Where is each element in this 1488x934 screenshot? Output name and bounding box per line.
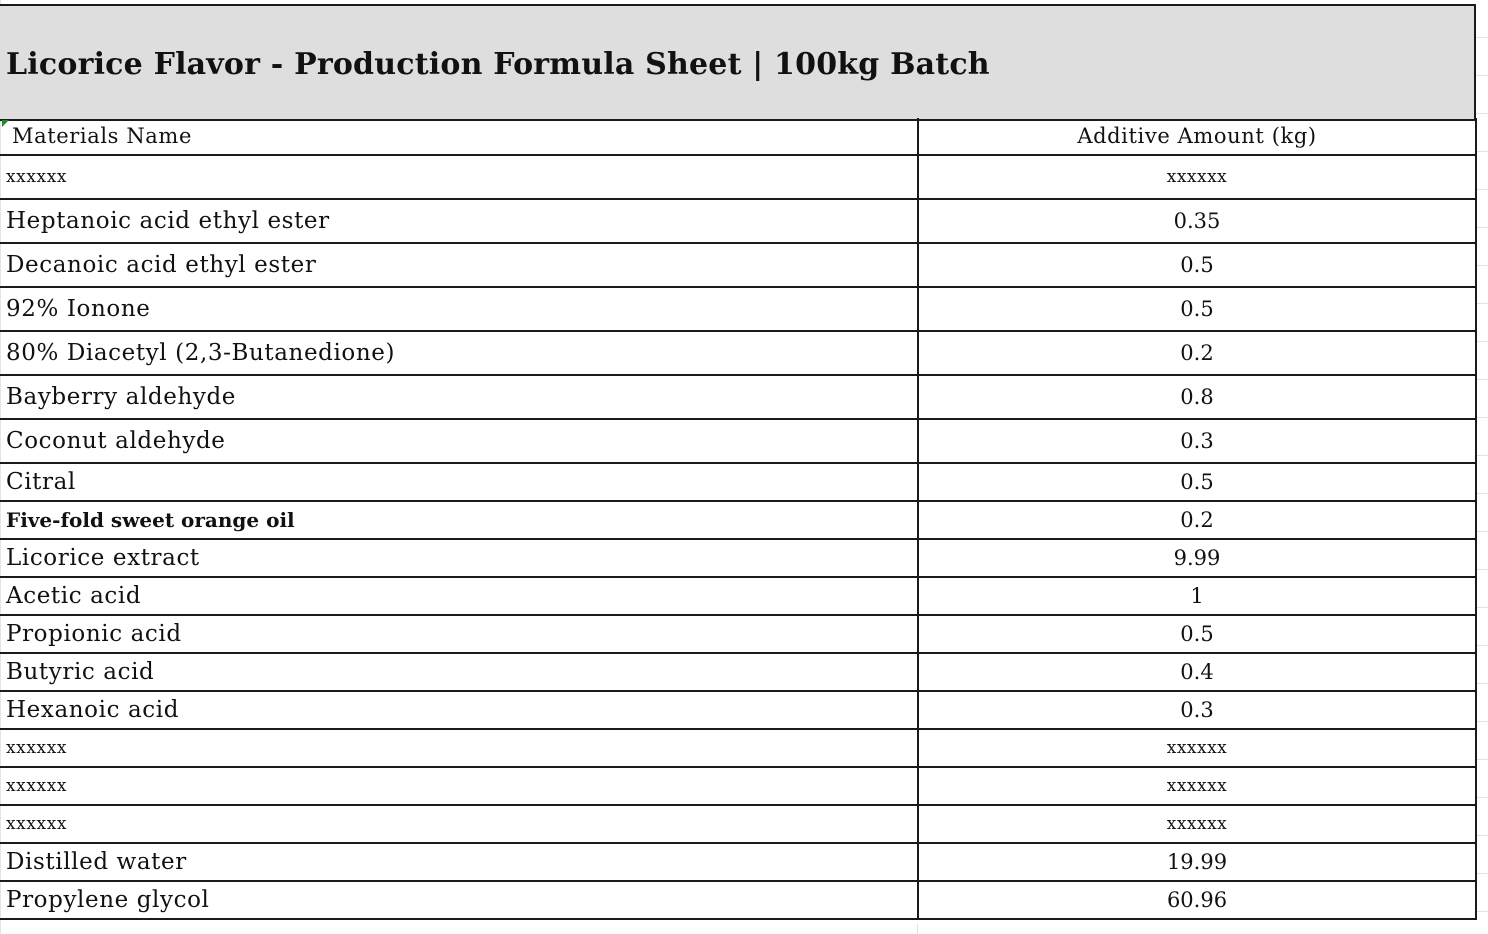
table-row [0, 577, 1476, 615]
material-name-cell[interactable]: xxxxxx [0, 155, 918, 199]
material-name-cell[interactable]: Propionic acid [0, 615, 918, 653]
table-row [0, 843, 1476, 881]
material-name-cell[interactable]: 80% Diacetyl (2,3-Butanedione) [0, 331, 918, 375]
amount-cell[interactable]: xxxxxx [918, 155, 1476, 199]
cell-comment-indicator [2, 120, 9, 127]
header-row [0, 118, 1476, 155]
sheet-title: Licorice Flavor - Production Formula Sheet | 100kg Batch [6, 47, 990, 82]
material-name-cell[interactable]: Butyric acid [0, 653, 918, 691]
empty-grid-right [1476, 0, 1488, 934]
table-row [0, 199, 1476, 243]
title-cell[interactable] [0, 4, 1476, 121]
amount-cell[interactable]: 9.99 [918, 539, 1476, 577]
table-row [0, 501, 1476, 539]
table-row [0, 539, 1476, 577]
table-row [0, 463, 1476, 501]
amount-cell[interactable]: xxxxxx [918, 767, 1476, 805]
material-name-cell[interactable]: Acetic acid [0, 577, 918, 615]
formula-table [0, 118, 1477, 920]
amount-cell[interactable]: 0.4 [918, 653, 1476, 691]
amount-cell[interactable]: 0.8 [918, 375, 1476, 419]
amount-cell[interactable]: 60.96 [918, 881, 1476, 919]
material-name-cell[interactable]: 92% Ionone [0, 287, 918, 331]
table-row [0, 881, 1476, 919]
amount-cell[interactable]: 0.2 [918, 331, 1476, 375]
material-name-cell[interactable]: Propylene glycol [0, 881, 918, 919]
additive-amount-header[interactable]: Additive Amount (kg) [918, 118, 1476, 155]
material-name-cell[interactable]: xxxxxx [0, 767, 918, 805]
table-row [0, 805, 1476, 843]
material-name-cell[interactable]: Hexanoic acid [0, 691, 918, 729]
empty-grid-bottom [0, 924, 1488, 934]
amount-cell[interactable]: 0.3 [918, 691, 1476, 729]
table-row [0, 691, 1476, 729]
table-row [0, 287, 1476, 331]
table-row [0, 375, 1476, 419]
amount-cell[interactable]: 0.5 [918, 615, 1476, 653]
material-name-cell[interactable]: Bayberry aldehyde [0, 375, 918, 419]
amount-cell[interactable]: 0.5 [918, 287, 1476, 331]
table-row [0, 419, 1476, 463]
material-name-cell[interactable]: Distilled water [0, 843, 918, 881]
material-name-cell[interactable]: xxxxxx [0, 729, 918, 767]
amount-cell[interactable]: 19.99 [918, 843, 1476, 881]
table-row [0, 653, 1476, 691]
materials-name-header[interactable]: Materials Name [0, 118, 918, 155]
material-name-cell[interactable]: Five-fold sweet orange oil [0, 501, 918, 539]
material-name-cell[interactable]: Decanoic acid ethyl ester [0, 243, 918, 287]
amount-cell[interactable]: 0.35 [918, 199, 1476, 243]
material-name-cell[interactable]: Heptanoic acid ethyl ester [0, 199, 918, 243]
table-row [0, 615, 1476, 653]
table-row [0, 729, 1476, 767]
table-row [0, 243, 1476, 287]
material-name-cell[interactable]: Citral [0, 463, 918, 501]
amount-cell[interactable]: 0.5 [918, 243, 1476, 287]
amount-cell[interactable]: xxxxxx [918, 805, 1476, 843]
amount-cell[interactable]: xxxxxx [918, 729, 1476, 767]
table-row [0, 155, 1476, 199]
material-name-cell[interactable]: Licorice extract [0, 539, 918, 577]
amount-cell[interactable]: 0.3 [918, 419, 1476, 463]
material-name-cell[interactable]: Coconut aldehyde [0, 419, 918, 463]
amount-cell[interactable]: 0.5 [918, 463, 1476, 501]
table-row [0, 767, 1476, 805]
material-name-cell[interactable]: xxxxxx [0, 805, 918, 843]
amount-cell[interactable]: 1 [918, 577, 1476, 615]
table-row [0, 331, 1476, 375]
amount-cell[interactable]: 0.2 [918, 501, 1476, 539]
